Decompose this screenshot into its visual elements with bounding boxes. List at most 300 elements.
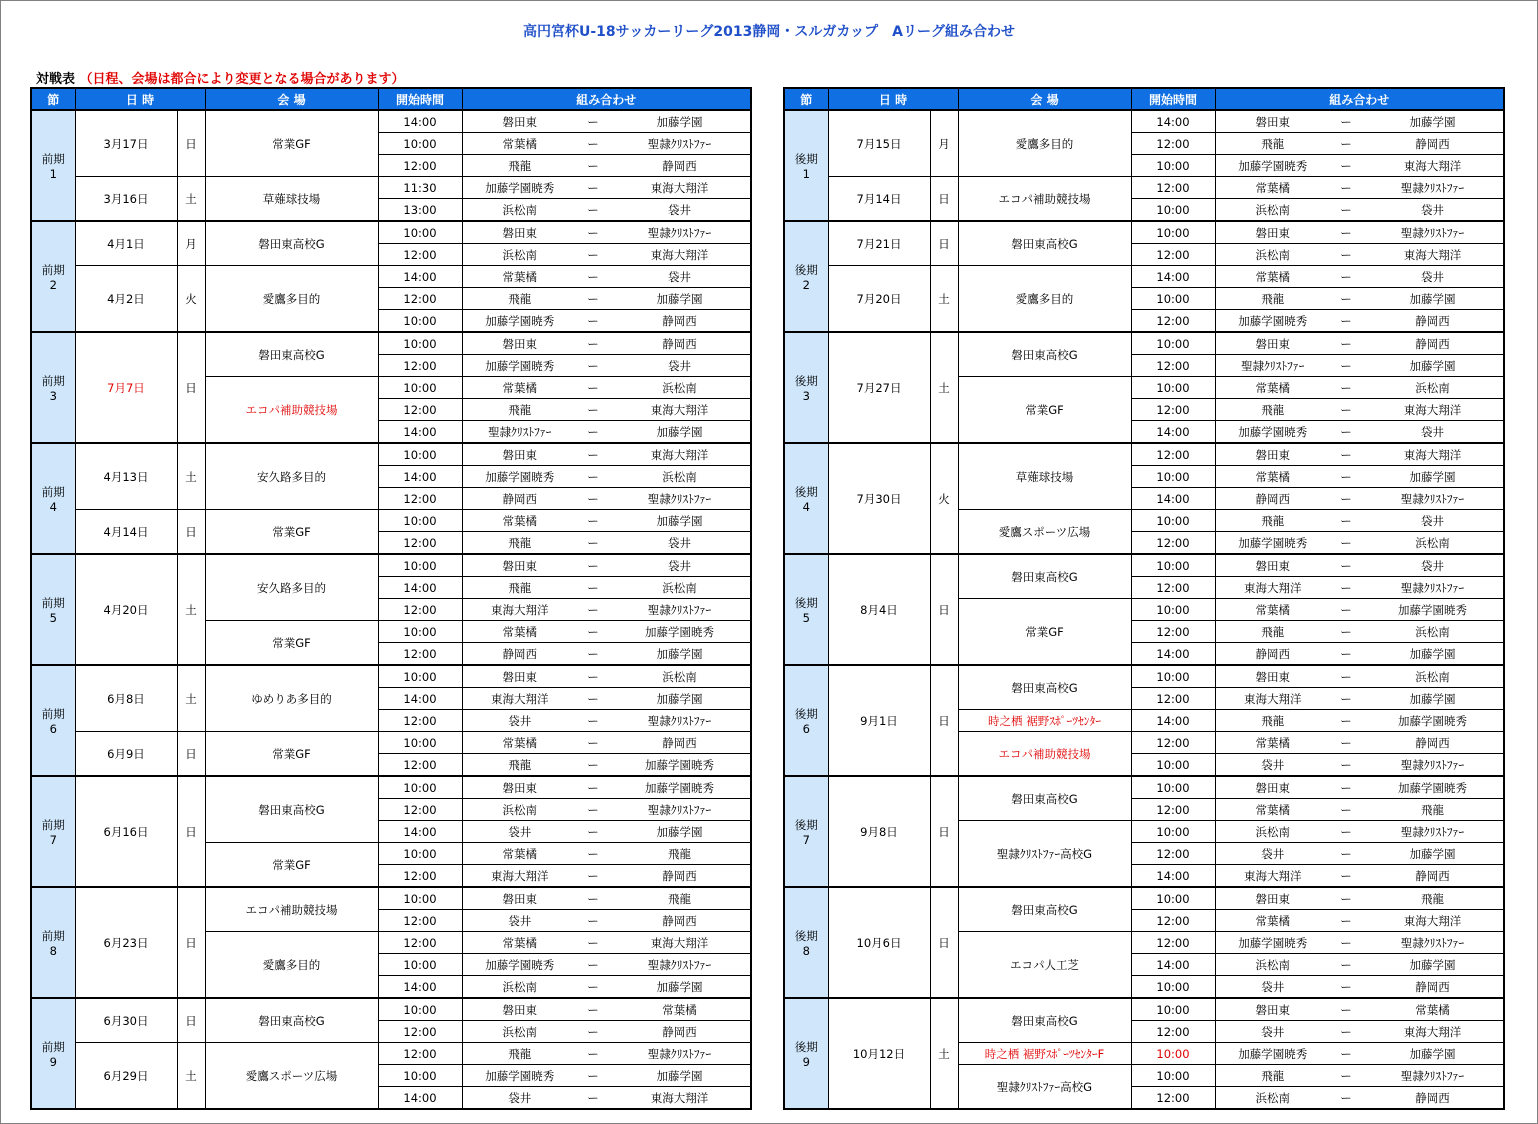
match-date: 7月27日 [828,332,930,443]
versus-dash: ー [1330,910,1362,932]
home-team: 飛龍 [1215,621,1330,643]
versus-dash: ー [1330,266,1362,288]
home-team: 磐田東 [1215,221,1330,244]
match-date: 9月1日 [828,665,930,776]
match-row [784,177,1504,199]
match-row [784,266,1504,288]
start-time: 12:00 [1131,932,1215,954]
start-time: 10:00 [1131,1043,1215,1065]
home-team: 常葉橘 [462,266,577,288]
start-time: 10:00 [1131,288,1215,310]
round-label: 後期 [794,484,818,499]
versus-dash: ー [1330,954,1362,976]
match-weekday: 土 [177,665,205,732]
match-row [784,110,1504,133]
versus-dash: ー [1330,554,1362,577]
start-time: 12:00 [378,599,462,621]
away-team: 浜松南 [1362,377,1504,399]
match-venue: 磐田東高校G [958,887,1131,932]
away-team: 飛龍 [1362,887,1504,910]
away-team: 静岡西 [609,1021,751,1043]
round-label: 前期 [41,817,65,832]
home-team: 磐田東 [1215,998,1330,1021]
home-team: 常葉橘 [1215,266,1330,288]
home-team: 磐田東 [462,110,577,133]
match-weekday: 土 [930,332,958,443]
away-team: 加藤学園 [1362,1043,1504,1065]
away-team: 袋井 [609,199,751,222]
start-time: 12:00 [378,532,462,555]
away-team: 静岡西 [1362,133,1504,155]
away-team: 聖隷ｸﾘｽﾄﾌｧｰ [609,799,751,821]
round-cell [784,443,828,554]
versus-dash: ー [577,732,609,754]
header-section: 節 [31,88,75,110]
match-weekday: 土 [930,266,958,333]
home-team: 加藤学園暁秀 [1215,155,1330,177]
away-team: 加藤学園暁秀 [1362,776,1504,799]
round-cell [31,998,75,1109]
start-time: 12:00 [1131,310,1215,333]
home-team: 袋井 [462,1087,577,1110]
table-caption [36,68,405,87]
match-row [784,665,1504,688]
away-team: 静岡西 [609,332,751,355]
match-row [31,332,751,355]
match-venue: 磐田東高校G [958,221,1131,266]
start-time: 12:00 [378,399,462,421]
round-cell [784,221,828,332]
versus-dash: ー [1330,821,1362,843]
home-team: 加藤学園暁秀 [1215,1043,1330,1065]
start-time: 10:00 [1131,510,1215,532]
versus-dash: ー [1330,221,1362,244]
start-time: 14:00 [1131,266,1215,288]
away-team: 加藤学園 [609,1065,751,1087]
home-team: 飛龍 [462,754,577,777]
versus-dash: ー [1330,288,1362,310]
home-team: 東海大翔洋 [1215,865,1330,888]
match-venue: 磐田東高校G [205,776,378,843]
home-team: 袋井 [462,910,577,932]
match-date: 7月14日 [828,177,930,222]
round-label: 後期 [794,262,818,277]
start-time: 14:00 [1131,488,1215,510]
match-row [784,221,1504,244]
match-row [31,554,751,577]
home-team: 加藤学園暁秀 [462,954,577,976]
match-row [31,110,751,133]
match-date: 4月2日 [75,266,177,333]
home-team: 常葉橘 [462,377,577,399]
home-team: 東海大翔洋 [1215,688,1330,710]
match-weekday: 日 [930,554,958,665]
round-cell [784,554,828,665]
start-time: 14:00 [1131,110,1215,133]
away-team: 加藤学園 [609,288,751,310]
start-time: 14:00 [378,976,462,999]
home-team: 飛龍 [1215,288,1330,310]
versus-dash: ー [577,155,609,177]
home-team: 常葉橘 [1215,799,1330,821]
header-start-time: 開始時間 [378,88,462,110]
start-time: 10:00 [378,554,462,577]
round-cell [31,776,75,887]
home-team: 袋井 [1215,1021,1330,1043]
versus-dash: ー [1330,510,1362,532]
versus-dash: ー [1330,110,1362,133]
versus-dash: ー [1330,998,1362,1021]
match-weekday: 日 [930,776,958,887]
match-date: 4月20日 [75,554,177,665]
versus-dash: ー [1330,177,1362,199]
home-team: 磐田東 [1215,776,1330,799]
start-time: 14:00 [378,466,462,488]
away-team: 聖隷ｸﾘｽﾄﾌｧｰ [609,133,751,155]
home-team: 静岡西 [1215,643,1330,666]
header-section: 節 [784,88,828,110]
round-cell [784,887,828,998]
versus-dash: ー [577,443,609,466]
home-team: 浜松南 [1215,199,1330,222]
away-team: 静岡西 [1362,865,1504,888]
away-team: 飛龍 [1362,799,1504,821]
away-team: 加藤学園 [609,976,751,999]
round-label: 前期 [41,484,65,499]
match-date: 6月23日 [75,887,177,998]
start-time: 10:00 [1131,377,1215,399]
start-time: 10:00 [378,443,462,466]
match-row [31,732,751,754]
match-row [31,887,751,910]
match-venue: エコパ補助競技場 [958,177,1131,222]
match-row [784,554,1504,577]
caption-label: 対戦表 [36,72,76,87]
round-label: 後期 [794,817,818,832]
round-number: 8 [802,943,810,958]
home-team: 常葉橘 [1215,466,1330,488]
home-team: 加藤学園暁秀 [462,355,577,377]
versus-dash: ー [577,554,609,577]
away-team: 常葉橘 [609,998,751,1021]
start-time: 12:00 [378,865,462,888]
round-number: 6 [49,721,57,736]
home-team: 磐田東 [462,332,577,355]
versus-dash: ー [577,754,609,777]
away-team: 袋井 [609,554,751,577]
start-time: 14:00 [378,421,462,444]
header-row [784,88,1504,110]
round-cell [31,443,75,554]
home-team: 飛龍 [1215,1065,1330,1087]
start-time: 14:00 [378,266,462,288]
versus-dash: ー [1330,665,1362,688]
versus-dash: ー [1330,1021,1362,1043]
round-label: 前期 [41,928,65,943]
match-weekday: 土 [177,177,205,222]
match-date: 10月6日 [828,887,930,998]
match-row [31,665,751,688]
versus-dash: ー [1330,865,1362,888]
match-venue: 愛鷹多目的 [205,932,378,999]
versus-dash: ー [1330,843,1362,865]
versus-dash: ー [577,133,609,155]
away-team: 東海大翔洋 [609,244,751,266]
away-team: 飛龍 [609,843,751,865]
versus-dash: ー [577,532,609,555]
away-team: 静岡西 [1362,332,1504,355]
match-weekday: 日 [177,776,205,887]
versus-dash: ー [577,976,609,999]
versus-dash: ー [577,488,609,510]
away-team: 加藤学園 [609,421,751,444]
versus-dash: ー [577,643,609,666]
away-team: 東海大翔洋 [609,932,751,954]
home-team: 袋井 [1215,754,1330,777]
versus-dash: ー [1330,754,1362,777]
match-venue: 磐田東高校G [958,776,1131,821]
match-weekday: 日 [930,221,958,266]
match-date: 6月30日 [75,998,177,1043]
round-label: 後期 [794,706,818,721]
page-title: 高円宮杯U-18サッカーリーグ2013静岡・スルガカップ Aリーグ組み合わせ [522,24,1016,40]
versus-dash: ー [1330,643,1362,666]
home-team: 磐田東 [462,776,577,799]
versus-dash: ー [577,910,609,932]
away-team: 袋井 [1362,199,1504,222]
home-team: 浜松南 [1215,954,1330,976]
round-number: 2 [49,277,57,292]
match-weekday: 月 [930,110,958,177]
match-venue: 草薙球技場 [958,443,1131,510]
versus-dash: ー [577,244,609,266]
match-weekday: 火 [930,443,958,554]
start-time: 10:00 [378,665,462,688]
home-team: 浜松南 [1215,244,1330,266]
match-weekday: 土 [177,554,205,665]
start-time: 10:00 [1131,1065,1215,1087]
start-time: 11:30 [378,177,462,199]
match-venue: 草薙球技場 [205,177,378,222]
away-team: 東海大翔洋 [1362,910,1504,932]
versus-dash: ー [1330,1087,1362,1110]
home-team: 東海大翔洋 [462,688,577,710]
start-time: 12:00 [1131,688,1215,710]
start-time: 10:00 [1131,599,1215,621]
versus-dash: ー [577,599,609,621]
away-team: 袋井 [609,266,751,288]
versus-dash: ー [1330,732,1362,754]
match-date: 7月15日 [828,110,930,177]
start-time: 12:00 [378,754,462,777]
start-time: 10:00 [1131,554,1215,577]
match-weekday: 月 [177,221,205,266]
away-team: 聖隷ｸﾘｽﾄﾌｧｰ [609,954,751,976]
start-time: 12:00 [378,643,462,666]
versus-dash: ー [577,399,609,421]
away-team: 東海大翔洋 [609,1087,751,1110]
home-team: 飛龍 [1215,133,1330,155]
versus-dash: ー [577,577,609,599]
home-team: 静岡西 [462,643,577,666]
start-time: 12:00 [378,355,462,377]
match-date: 7月21日 [828,221,930,266]
start-time: 12:00 [378,155,462,177]
match-venue: 愛鷹多目的 [958,110,1131,177]
match-date: 7月30日 [828,443,930,554]
round-number: 7 [49,832,57,847]
home-team: 聖隷ｸﾘｽﾄﾌｧｰ [462,421,577,444]
match-weekday: 日 [177,998,205,1043]
start-time: 12:00 [378,932,462,954]
versus-dash: ー [577,843,609,865]
start-time: 10:00 [378,887,462,910]
home-team: 静岡西 [462,488,577,510]
away-team: 加藤学園 [1362,110,1504,133]
match-row [784,998,1504,1021]
away-team: 浜松南 [1362,621,1504,643]
start-time: 10:00 [1131,665,1215,688]
match-row [784,887,1504,910]
start-time: 14:00 [1131,421,1215,444]
round-cell [31,554,75,665]
match-weekday: 火 [177,266,205,333]
away-team: 袋井 [609,532,751,555]
versus-dash: ー [577,466,609,488]
start-time: 10:00 [378,843,462,865]
versus-dash: ー [1330,244,1362,266]
start-time: 12:00 [378,488,462,510]
match-venue: 常業GF [958,377,1131,444]
match-row [31,776,751,799]
round-number: 2 [802,277,810,292]
start-time: 10:00 [378,998,462,1021]
away-team: 飛龍 [609,887,751,910]
home-team: 浜松南 [462,1021,577,1043]
home-team: 東海大翔洋 [462,599,577,621]
home-team: 磐田東 [1215,665,1330,688]
match-date: 4月14日 [75,510,177,555]
match-venue: エコパ補助競技場 [958,732,1131,777]
round-cell [784,332,828,443]
match-date: 10月12日 [828,998,930,1109]
match-row [31,177,751,199]
versus-dash: ー [1330,577,1362,599]
away-team: 加藤学園 [1362,643,1504,666]
start-time: 12:00 [1131,621,1215,643]
match-venue: 常業GF [205,510,378,555]
home-team: 磐田東 [1215,110,1330,133]
home-team: 東海大翔洋 [462,865,577,888]
match-weekday: 日 [177,110,205,177]
home-team: 浜松南 [1215,1087,1330,1110]
versus-dash: ー [577,177,609,199]
start-time: 10:00 [378,332,462,355]
versus-dash: ー [1330,932,1362,954]
start-time: 10:00 [1131,155,1215,177]
match-weekday: 日 [177,887,205,998]
match-weekday: 日 [177,332,205,443]
round-number: 9 [802,1054,810,1069]
away-team: 東海大翔洋 [609,443,751,466]
versus-dash: ー [1330,421,1362,444]
start-time: 12:00 [1131,577,1215,599]
match-venue: 磐田東高校G [958,554,1131,599]
home-team: 磐田東 [1215,443,1330,466]
match-row [784,776,1504,799]
versus-dash: ー [1330,976,1362,999]
home-team: 飛龍 [1215,399,1330,421]
start-time: 14:00 [378,821,462,843]
match-date: 8月4日 [828,554,930,665]
versus-dash: ー [577,776,609,799]
home-team: 加藤学園暁秀 [1215,421,1330,444]
round-cell [31,110,75,221]
away-team: 聖隷ｸﾘｽﾄﾌｧｰ [1362,932,1504,954]
away-team: 加藤学園 [609,688,751,710]
away-team: 浜松南 [609,577,751,599]
first-half-table [30,87,752,1110]
away-team: 聖隷ｸﾘｽﾄﾌｧｰ [609,599,751,621]
versus-dash: ー [577,1021,609,1043]
match-weekday: 土 [177,443,205,510]
start-time: 10:00 [378,1065,462,1087]
away-team: 加藤学園 [609,643,751,666]
home-team: 常葉橘 [1215,177,1330,199]
round-cell [784,665,828,776]
round-label: 後期 [794,151,818,166]
versus-dash: ー [1330,599,1362,621]
versus-dash: ー [1330,621,1362,643]
home-team: 磐田東 [462,998,577,1021]
start-time: 12:00 [1131,133,1215,155]
match-date: 9月8日 [828,776,930,887]
start-time: 10:00 [1131,199,1215,222]
match-row [31,1043,751,1065]
away-team: 静岡西 [1362,1087,1504,1110]
versus-dash: ー [1330,399,1362,421]
home-team: 飛龍 [1215,710,1330,732]
versus-dash: ー [577,377,609,399]
home-team: 聖隷ｸﾘｽﾄﾌｧｰ [1215,355,1330,377]
home-team: 浜松南 [462,799,577,821]
match-venue: 磐田東高校G [958,665,1131,710]
home-team: 磐田東 [1215,554,1330,577]
away-team: 加藤学園 [609,110,751,133]
start-time: 12:00 [1131,1021,1215,1043]
home-team: 加藤学園暁秀 [1215,310,1330,333]
match-date: 3月16日 [75,177,177,222]
match-venue: 安久路多目的 [205,554,378,621]
round-label: 後期 [794,373,818,388]
home-team: 飛龍 [462,577,577,599]
match-venue: 聖隷ｸﾘｽﾄﾌｧｰ高校G [958,1065,1131,1110]
start-time: 14:00 [1131,954,1215,976]
match-venue: 愛鷹多目的 [958,266,1131,333]
away-team: 東海大翔洋 [609,177,751,199]
away-team: 浜松南 [609,466,751,488]
versus-dash: ー [577,688,609,710]
start-time: 10:00 [1131,466,1215,488]
round-number: 6 [802,721,810,736]
away-team: 聖隷ｸﾘｽﾄﾌｧｰ [1362,1065,1504,1087]
match-row [784,443,1504,466]
away-team: 浜松南 [609,377,751,399]
match-date: 6月9日 [75,732,177,777]
away-team: 聖隷ｸﾘｽﾄﾌｧｰ [1362,221,1504,244]
home-team: 飛龍 [462,155,577,177]
versus-dash: ー [577,110,609,133]
